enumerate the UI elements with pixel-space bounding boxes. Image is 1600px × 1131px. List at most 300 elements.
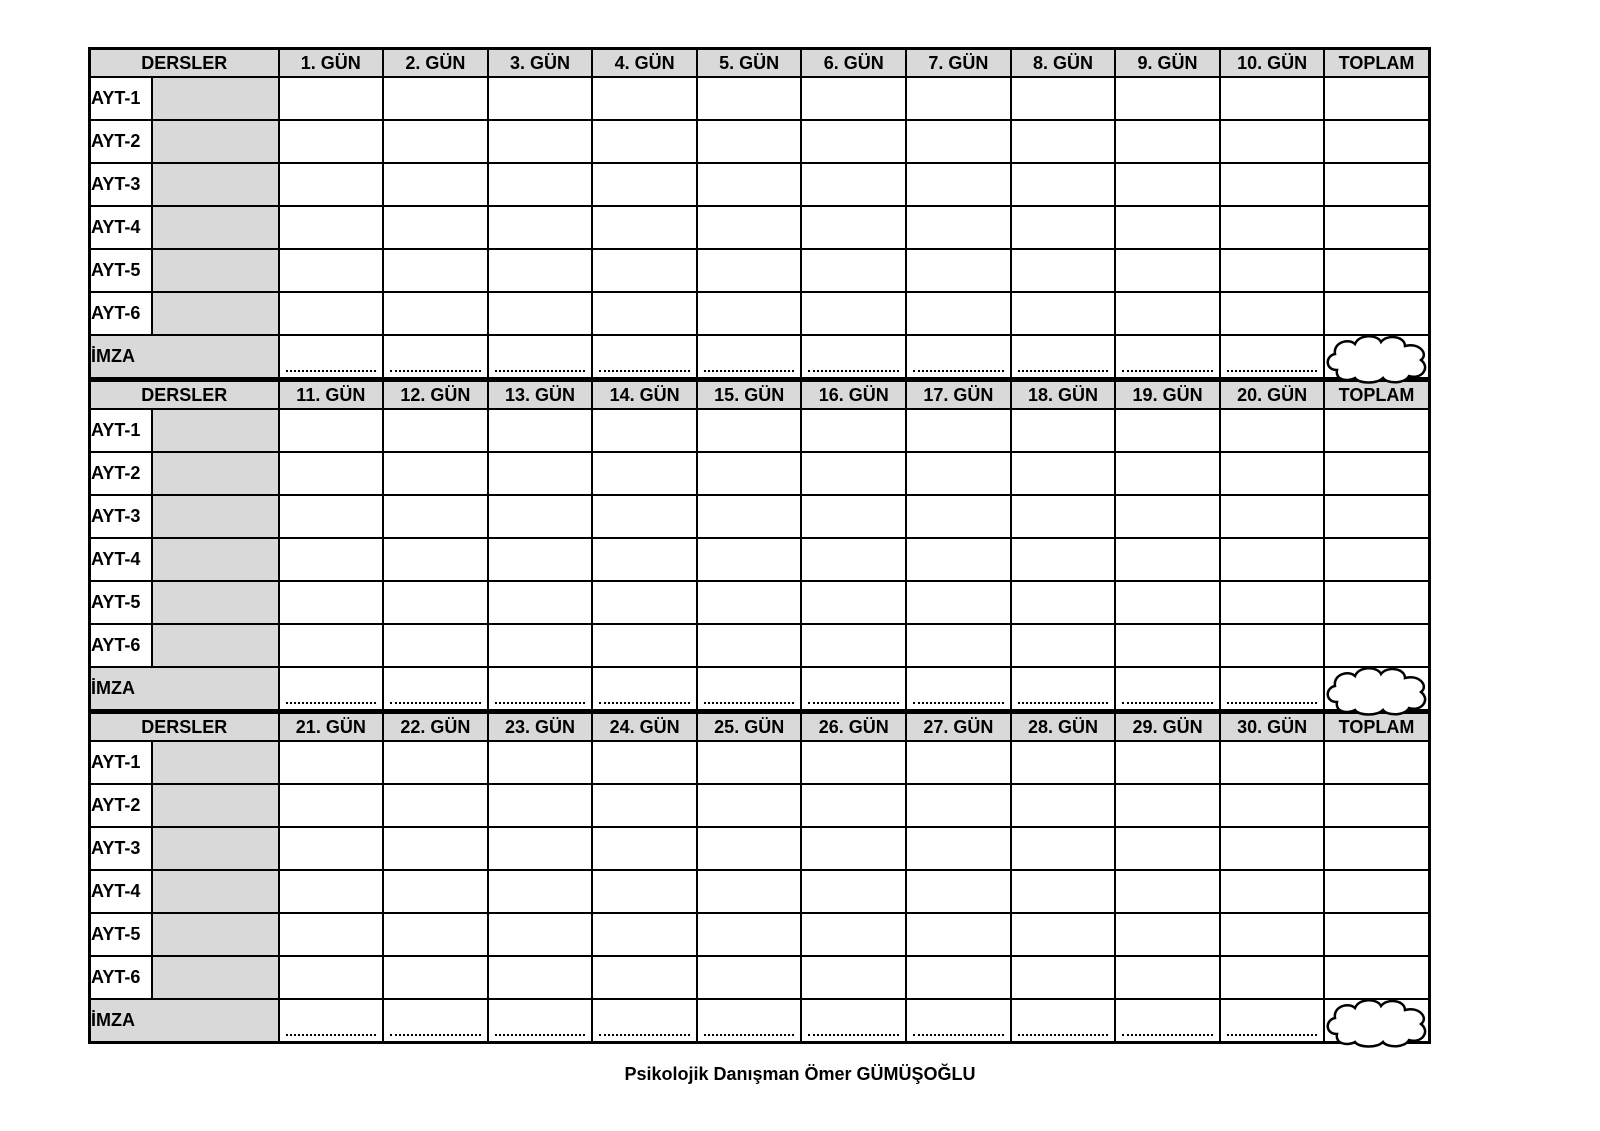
subject-label: AYT-3	[90, 495, 152, 538]
day-entry-cell[interactable]	[1115, 913, 1220, 956]
day-entry-cell[interactable]	[906, 495, 1011, 538]
day-entry-cell[interactable]	[1011, 827, 1116, 870]
day-entry-cell[interactable]	[383, 913, 488, 956]
day-entry-cell[interactable]	[488, 784, 593, 827]
day-entry-cell[interactable]	[1115, 163, 1220, 206]
signature-total-cell	[1324, 667, 1429, 711]
day-entry-cell[interactable]	[383, 292, 488, 335]
day-entry-cell[interactable]	[592, 77, 697, 120]
day-entry-cell[interactable]	[906, 581, 1011, 624]
signature-cell[interactable]	[488, 999, 593, 1043]
day-entry-cell[interactable]	[1011, 741, 1116, 784]
signature-cell[interactable]	[1220, 667, 1325, 711]
day-entry-cell[interactable]	[592, 206, 697, 249]
day-entry-cell[interactable]	[906, 249, 1011, 292]
day-entry-cell[interactable]	[1115, 495, 1220, 538]
day-entry-cell[interactable]	[383, 495, 488, 538]
day-entry-cell[interactable]	[592, 120, 697, 163]
header-row	[90, 49, 1430, 78]
day-entry-cell[interactable]	[592, 163, 697, 206]
day-header: 12. GÜN	[383, 381, 488, 409]
day-entry-cell[interactable]	[697, 870, 802, 913]
day-entry-cell[interactable]	[906, 77, 1011, 120]
day-entry-cell[interactable]	[801, 163, 906, 206]
day-entry-cell[interactable]	[1220, 581, 1325, 624]
signature-cell[interactable]	[592, 999, 697, 1043]
day-entry-cell[interactable]	[279, 409, 384, 452]
day-entry-cell[interactable]	[383, 409, 488, 452]
signature-cell[interactable]	[697, 999, 802, 1043]
day-entry-cell[interactable]	[801, 624, 906, 667]
day-entry-cell[interactable]	[279, 452, 384, 495]
total-cell[interactable]	[1324, 741, 1429, 784]
day-entry-cell[interactable]	[592, 495, 697, 538]
day-entry-cell[interactable]	[1011, 452, 1116, 495]
day-entry-cell[interactable]	[906, 206, 1011, 249]
day-entry-cell[interactable]	[488, 827, 593, 870]
day-entry-cell[interactable]	[1220, 249, 1325, 292]
day-entry-cell[interactable]	[697, 538, 802, 581]
subject-name-cell[interactable]	[152, 870, 279, 913]
day-entry-cell[interactable]	[1011, 77, 1116, 120]
subject-name-cell[interactable]	[152, 77, 279, 120]
day-entry-cell[interactable]	[279, 77, 384, 120]
day-entry-cell[interactable]	[906, 452, 1011, 495]
subject-label: AYT-4	[90, 538, 152, 581]
day-entry-cell[interactable]	[906, 870, 1011, 913]
subject-name-cell[interactable]	[152, 913, 279, 956]
total-cell[interactable]	[1324, 538, 1429, 581]
day-entry-cell[interactable]	[1011, 409, 1116, 452]
signature-cell[interactable]	[1220, 999, 1325, 1043]
day-entry-cell[interactable]	[1220, 206, 1325, 249]
subject-name-cell[interactable]	[152, 495, 279, 538]
signature-cell[interactable]	[1115, 667, 1220, 711]
day-entry-cell[interactable]	[1011, 913, 1116, 956]
dotted-line	[286, 369, 377, 372]
day-entry-cell[interactable]	[1115, 624, 1220, 667]
day-entry-cell[interactable]	[697, 827, 802, 870]
day-entry-cell[interactable]	[801, 784, 906, 827]
dotted-line	[286, 701, 377, 704]
total-cell[interactable]	[1324, 624, 1429, 667]
day-header: 18. GÜN	[1011, 381, 1116, 409]
signature-cell[interactable]	[1115, 335, 1220, 379]
subject-name-cell[interactable]	[152, 292, 279, 335]
subject-name-cell[interactable]	[152, 538, 279, 581]
day-entry-cell[interactable]	[801, 870, 906, 913]
signature-cell[interactable]	[383, 335, 488, 379]
dotted-line	[1018, 1033, 1109, 1036]
subject-name-cell[interactable]	[152, 956, 279, 999]
day-entry-cell[interactable]	[592, 538, 697, 581]
day-entry-cell[interactable]	[592, 249, 697, 292]
day-header: 9. GÜN	[1115, 49, 1220, 78]
day-entry-cell[interactable]	[1115, 538, 1220, 581]
day-entry-cell[interactable]	[1220, 913, 1325, 956]
day-entry-cell[interactable]	[801, 409, 906, 452]
day-entry-cell[interactable]	[488, 495, 593, 538]
subject-label: AYT-2	[90, 120, 152, 163]
day-entry-cell[interactable]	[906, 913, 1011, 956]
day-entry-cell[interactable]	[1220, 409, 1325, 452]
day-entry-cell[interactable]	[383, 870, 488, 913]
day-entry-cell[interactable]	[383, 120, 488, 163]
day-entry-cell[interactable]	[1011, 292, 1116, 335]
day-entry-cell[interactable]	[488, 913, 593, 956]
day-entry-cell[interactable]	[383, 163, 488, 206]
day-header: 20. GÜN	[1220, 381, 1325, 409]
day-entry-cell[interactable]	[1220, 784, 1325, 827]
day-entry-cell[interactable]	[801, 495, 906, 538]
day-entry-cell[interactable]	[488, 581, 593, 624]
day-entry-cell[interactable]	[906, 827, 1011, 870]
subject-name-cell[interactable]	[152, 409, 279, 452]
day-entry-cell[interactable]	[1220, 827, 1325, 870]
day-entry-cell[interactable]	[697, 77, 802, 120]
subject-label: AYT-3	[90, 827, 152, 870]
day-entry-cell[interactable]	[1115, 292, 1220, 335]
subject-name-cell[interactable]	[152, 206, 279, 249]
subject-label: AYT-4	[90, 206, 152, 249]
day-entry-cell[interactable]	[383, 741, 488, 784]
total-cell[interactable]	[1324, 409, 1429, 452]
total-cell[interactable]	[1324, 163, 1429, 206]
day-entry-cell[interactable]	[383, 249, 488, 292]
day-entry-cell[interactable]	[906, 538, 1011, 581]
total-cell[interactable]	[1324, 913, 1429, 956]
day-entry-cell[interactable]	[1220, 163, 1325, 206]
dotted-line	[1122, 369, 1213, 372]
day-entry-cell[interactable]	[1220, 120, 1325, 163]
day-entry-cell[interactable]	[1220, 538, 1325, 581]
signature-total-cell	[1324, 999, 1429, 1043]
day-entry-cell[interactable]	[1011, 581, 1116, 624]
day-entry-cell[interactable]	[383, 827, 488, 870]
day-entry-cell[interactable]	[697, 249, 802, 292]
signature-cell[interactable]	[906, 999, 1011, 1043]
day-entry-cell[interactable]	[592, 956, 697, 999]
day-entry-cell[interactable]	[279, 741, 384, 784]
day-header: 15. GÜN	[697, 381, 802, 409]
dotted-line	[1018, 701, 1109, 704]
day-entry-cell[interactable]	[383, 581, 488, 624]
day-entry-cell[interactable]	[1011, 956, 1116, 999]
day-entry-cell[interactable]	[1011, 870, 1116, 913]
dotted-line	[495, 701, 586, 704]
day-entry-cell[interactable]	[279, 827, 384, 870]
day-entry-cell[interactable]	[279, 206, 384, 249]
day-entry-cell[interactable]	[801, 249, 906, 292]
day-entry-cell[interactable]	[488, 292, 593, 335]
signature-cell[interactable]	[906, 335, 1011, 379]
total-cell[interactable]	[1324, 77, 1429, 120]
day-entry-cell[interactable]	[697, 913, 802, 956]
day-entry-cell[interactable]	[383, 452, 488, 495]
day-entry-cell[interactable]	[1220, 77, 1325, 120]
day-entry-cell[interactable]	[1115, 249, 1220, 292]
day-entry-cell[interactable]	[488, 624, 593, 667]
subject-label: AYT-5	[90, 913, 152, 956]
day-entry-cell[interactable]	[697, 956, 802, 999]
day-entry-cell[interactable]	[1115, 827, 1220, 870]
day-entry-cell[interactable]	[801, 206, 906, 249]
day-entry-cell[interactable]	[1220, 956, 1325, 999]
total-cell[interactable]	[1324, 249, 1429, 292]
signature-label: İMZA	[90, 999, 279, 1043]
day-entry-cell[interactable]	[488, 538, 593, 581]
dersler-header: DERSLER	[90, 381, 279, 409]
day-entry-cell[interactable]	[906, 624, 1011, 667]
signature-cell[interactable]	[697, 335, 802, 379]
signature-cell[interactable]	[1115, 999, 1220, 1043]
signature-cell[interactable]	[279, 335, 384, 379]
total-cell[interactable]	[1324, 452, 1429, 495]
day-entry-cell[interactable]	[592, 292, 697, 335]
day-entry-cell[interactable]	[279, 538, 384, 581]
tracking-sheet	[88, 47, 1428, 1044]
dotted-line	[599, 701, 690, 704]
day-entry-cell[interactable]	[488, 163, 593, 206]
total-cell[interactable]	[1324, 292, 1429, 335]
day-entry-cell[interactable]	[697, 409, 802, 452]
day-entry-cell[interactable]	[697, 120, 802, 163]
total-cell[interactable]	[1324, 206, 1429, 249]
day-entry-cell[interactable]	[801, 77, 906, 120]
subject-label: AYT-2	[90, 452, 152, 495]
day-entry-cell[interactable]	[383, 538, 488, 581]
day-entry-cell[interactable]	[279, 913, 384, 956]
dotted-line	[286, 1033, 377, 1036]
section-table	[88, 712, 1431, 1044]
dotted-line	[1227, 1033, 1318, 1036]
subject-row	[90, 827, 1430, 870]
total-header: TOPLAM	[1324, 381, 1429, 409]
day-entry-cell[interactable]	[1220, 624, 1325, 667]
day-entry-cell[interactable]	[488, 120, 593, 163]
day-entry-cell[interactable]	[1115, 120, 1220, 163]
dotted-line	[913, 701, 1004, 704]
signature-cell[interactable]	[801, 335, 906, 379]
signature-cell[interactable]	[801, 667, 906, 711]
day-entry-cell[interactable]	[1220, 741, 1325, 784]
signature-cell[interactable]	[1011, 999, 1116, 1043]
day-header: 25. GÜN	[697, 713, 802, 741]
header-row	[90, 713, 1430, 741]
footer-credit: Psikolojik Danışman Ömer GÜMÜŞOĞLU	[624, 1064, 976, 1084]
subject-label: AYT-5	[90, 581, 152, 624]
day-entry-cell[interactable]	[697, 741, 802, 784]
day-entry-cell[interactable]	[383, 624, 488, 667]
day-header: 3. GÜN	[488, 49, 593, 78]
signature-cell[interactable]	[383, 999, 488, 1043]
day-entry-cell[interactable]	[488, 870, 593, 913]
total-cell[interactable]	[1324, 784, 1429, 827]
day-entry-cell[interactable]	[1011, 206, 1116, 249]
day-entry-cell[interactable]	[488, 249, 593, 292]
signature-cell[interactable]	[279, 667, 384, 711]
dotted-line	[1122, 1033, 1213, 1036]
signature-cell[interactable]	[279, 999, 384, 1043]
day-entry-cell[interactable]	[801, 581, 906, 624]
signature-cell[interactable]	[1220, 335, 1325, 379]
subject-name-cell[interactable]	[152, 784, 279, 827]
signature-cell[interactable]	[488, 335, 593, 379]
day-entry-cell[interactable]	[697, 784, 802, 827]
day-entry-cell[interactable]	[1011, 249, 1116, 292]
total-cell[interactable]	[1324, 827, 1429, 870]
day-entry-cell[interactable]	[801, 827, 906, 870]
day-entry-cell[interactable]	[279, 624, 384, 667]
day-entry-cell[interactable]	[697, 581, 802, 624]
day-entry-cell[interactable]	[697, 624, 802, 667]
dotted-line	[808, 701, 899, 704]
day-entry-cell[interactable]	[592, 741, 697, 784]
subject-name-cell[interactable]	[152, 452, 279, 495]
day-entry-cell[interactable]	[279, 163, 384, 206]
day-entry-cell[interactable]	[1011, 538, 1116, 581]
day-entry-cell[interactable]	[1011, 495, 1116, 538]
day-entry-cell[interactable]	[488, 409, 593, 452]
subject-name-cell[interactable]	[152, 249, 279, 292]
day-entry-cell[interactable]	[697, 495, 802, 538]
day-entry-cell[interactable]	[279, 581, 384, 624]
subject-name-cell[interactable]	[152, 827, 279, 870]
day-entry-cell[interactable]	[383, 77, 488, 120]
dotted-line	[704, 701, 795, 704]
day-entry-cell[interactable]	[906, 120, 1011, 163]
day-entry-cell[interactable]	[906, 292, 1011, 335]
day-entry-cell[interactable]	[801, 452, 906, 495]
day-entry-cell[interactable]	[906, 741, 1011, 784]
signature-row	[90, 667, 1430, 711]
subject-label: AYT-4	[90, 870, 152, 913]
day-entry-cell[interactable]	[488, 77, 593, 120]
day-entry-cell[interactable]	[801, 538, 906, 581]
day-entry-cell[interactable]	[1115, 581, 1220, 624]
total-cell[interactable]	[1324, 495, 1429, 538]
total-cell[interactable]	[1324, 581, 1429, 624]
day-entry-cell[interactable]	[801, 956, 906, 999]
day-entry-cell[interactable]	[592, 913, 697, 956]
subject-row	[90, 409, 1430, 452]
total-cell[interactable]	[1324, 956, 1429, 999]
day-entry-cell[interactable]	[488, 206, 593, 249]
day-entry-cell[interactable]	[592, 409, 697, 452]
day-entry-cell[interactable]	[488, 741, 593, 784]
day-entry-cell[interactable]	[906, 163, 1011, 206]
signature-cell[interactable]	[592, 335, 697, 379]
day-entry-cell[interactable]	[279, 249, 384, 292]
day-entry-cell[interactable]	[697, 206, 802, 249]
day-entry-cell[interactable]	[383, 956, 488, 999]
dotted-line	[1122, 701, 1213, 704]
subject-name-cell[interactable]	[152, 624, 279, 667]
day-entry-cell[interactable]	[592, 452, 697, 495]
signature-cell[interactable]	[383, 667, 488, 711]
day-entry-cell[interactable]	[592, 581, 697, 624]
day-entry-cell[interactable]	[1220, 452, 1325, 495]
subject-name-cell[interactable]	[152, 741, 279, 784]
day-entry-cell[interactable]	[592, 784, 697, 827]
day-entry-cell[interactable]	[906, 956, 1011, 999]
signature-cell[interactable]	[488, 667, 593, 711]
section-table	[88, 47, 1431, 380]
day-entry-cell[interactable]	[801, 913, 906, 956]
subject-label: AYT-6	[90, 956, 152, 999]
day-entry-cell[interactable]	[1115, 206, 1220, 249]
day-header: 14. GÜN	[592, 381, 697, 409]
day-entry-cell[interactable]	[1220, 870, 1325, 913]
dotted-line	[599, 369, 690, 372]
day-header: 27. GÜN	[906, 713, 1011, 741]
day-entry-cell[interactable]	[592, 624, 697, 667]
day-entry-cell[interactable]	[1011, 784, 1116, 827]
day-entry-cell[interactable]	[592, 870, 697, 913]
day-entry-cell[interactable]	[1011, 624, 1116, 667]
day-entry-cell[interactable]	[1115, 870, 1220, 913]
day-entry-cell[interactable]	[1115, 956, 1220, 999]
day-entry-cell[interactable]	[488, 956, 593, 999]
day-header: 8. GÜN	[1011, 49, 1116, 78]
day-entry-cell[interactable]	[1115, 452, 1220, 495]
day-entry-cell[interactable]	[488, 452, 593, 495]
day-entry-cell[interactable]	[279, 120, 384, 163]
day-header: 23. GÜN	[488, 713, 593, 741]
dotted-line	[495, 1033, 586, 1036]
day-entry-cell[interactable]	[1115, 77, 1220, 120]
day-entry-cell[interactable]	[697, 452, 802, 495]
day-entry-cell[interactable]	[906, 409, 1011, 452]
day-entry-cell[interactable]	[1011, 120, 1116, 163]
day-entry-cell[interactable]	[279, 292, 384, 335]
day-entry-cell[interactable]	[279, 495, 384, 538]
signature-cell[interactable]	[592, 667, 697, 711]
day-entry-cell[interactable]	[279, 870, 384, 913]
signature-cell[interactable]	[1011, 667, 1116, 711]
subject-name-cell[interactable]	[152, 163, 279, 206]
subject-row	[90, 163, 1430, 206]
total-cell[interactable]	[1324, 870, 1429, 913]
day-entry-cell[interactable]	[279, 956, 384, 999]
day-entry-cell[interactable]	[1220, 292, 1325, 335]
signature-cell[interactable]	[906, 667, 1011, 711]
total-header: TOPLAM	[1324, 713, 1429, 741]
day-entry-cell[interactable]	[383, 784, 488, 827]
day-entry-cell[interactable]	[1115, 741, 1220, 784]
subject-row	[90, 624, 1430, 667]
day-entry-cell[interactable]	[906, 784, 1011, 827]
day-entry-cell[interactable]	[1220, 495, 1325, 538]
day-entry-cell[interactable]	[801, 120, 906, 163]
day-entry-cell[interactable]	[1115, 784, 1220, 827]
day-entry-cell[interactable]	[801, 292, 906, 335]
day-entry-cell[interactable]	[697, 163, 802, 206]
subject-name-cell[interactable]	[152, 120, 279, 163]
day-entry-cell[interactable]	[279, 784, 384, 827]
day-entry-cell[interactable]	[697, 292, 802, 335]
day-entry-cell[interactable]	[1115, 409, 1220, 452]
day-entry-cell[interactable]	[383, 206, 488, 249]
day-entry-cell[interactable]	[592, 827, 697, 870]
day-entry-cell[interactable]	[1011, 163, 1116, 206]
signature-cell[interactable]	[801, 999, 906, 1043]
signature-cell[interactable]	[1011, 335, 1116, 379]
day-entry-cell[interactable]	[801, 741, 906, 784]
subject-name-cell[interactable]	[152, 581, 279, 624]
signature-cell[interactable]	[697, 667, 802, 711]
total-cell[interactable]	[1324, 120, 1429, 163]
